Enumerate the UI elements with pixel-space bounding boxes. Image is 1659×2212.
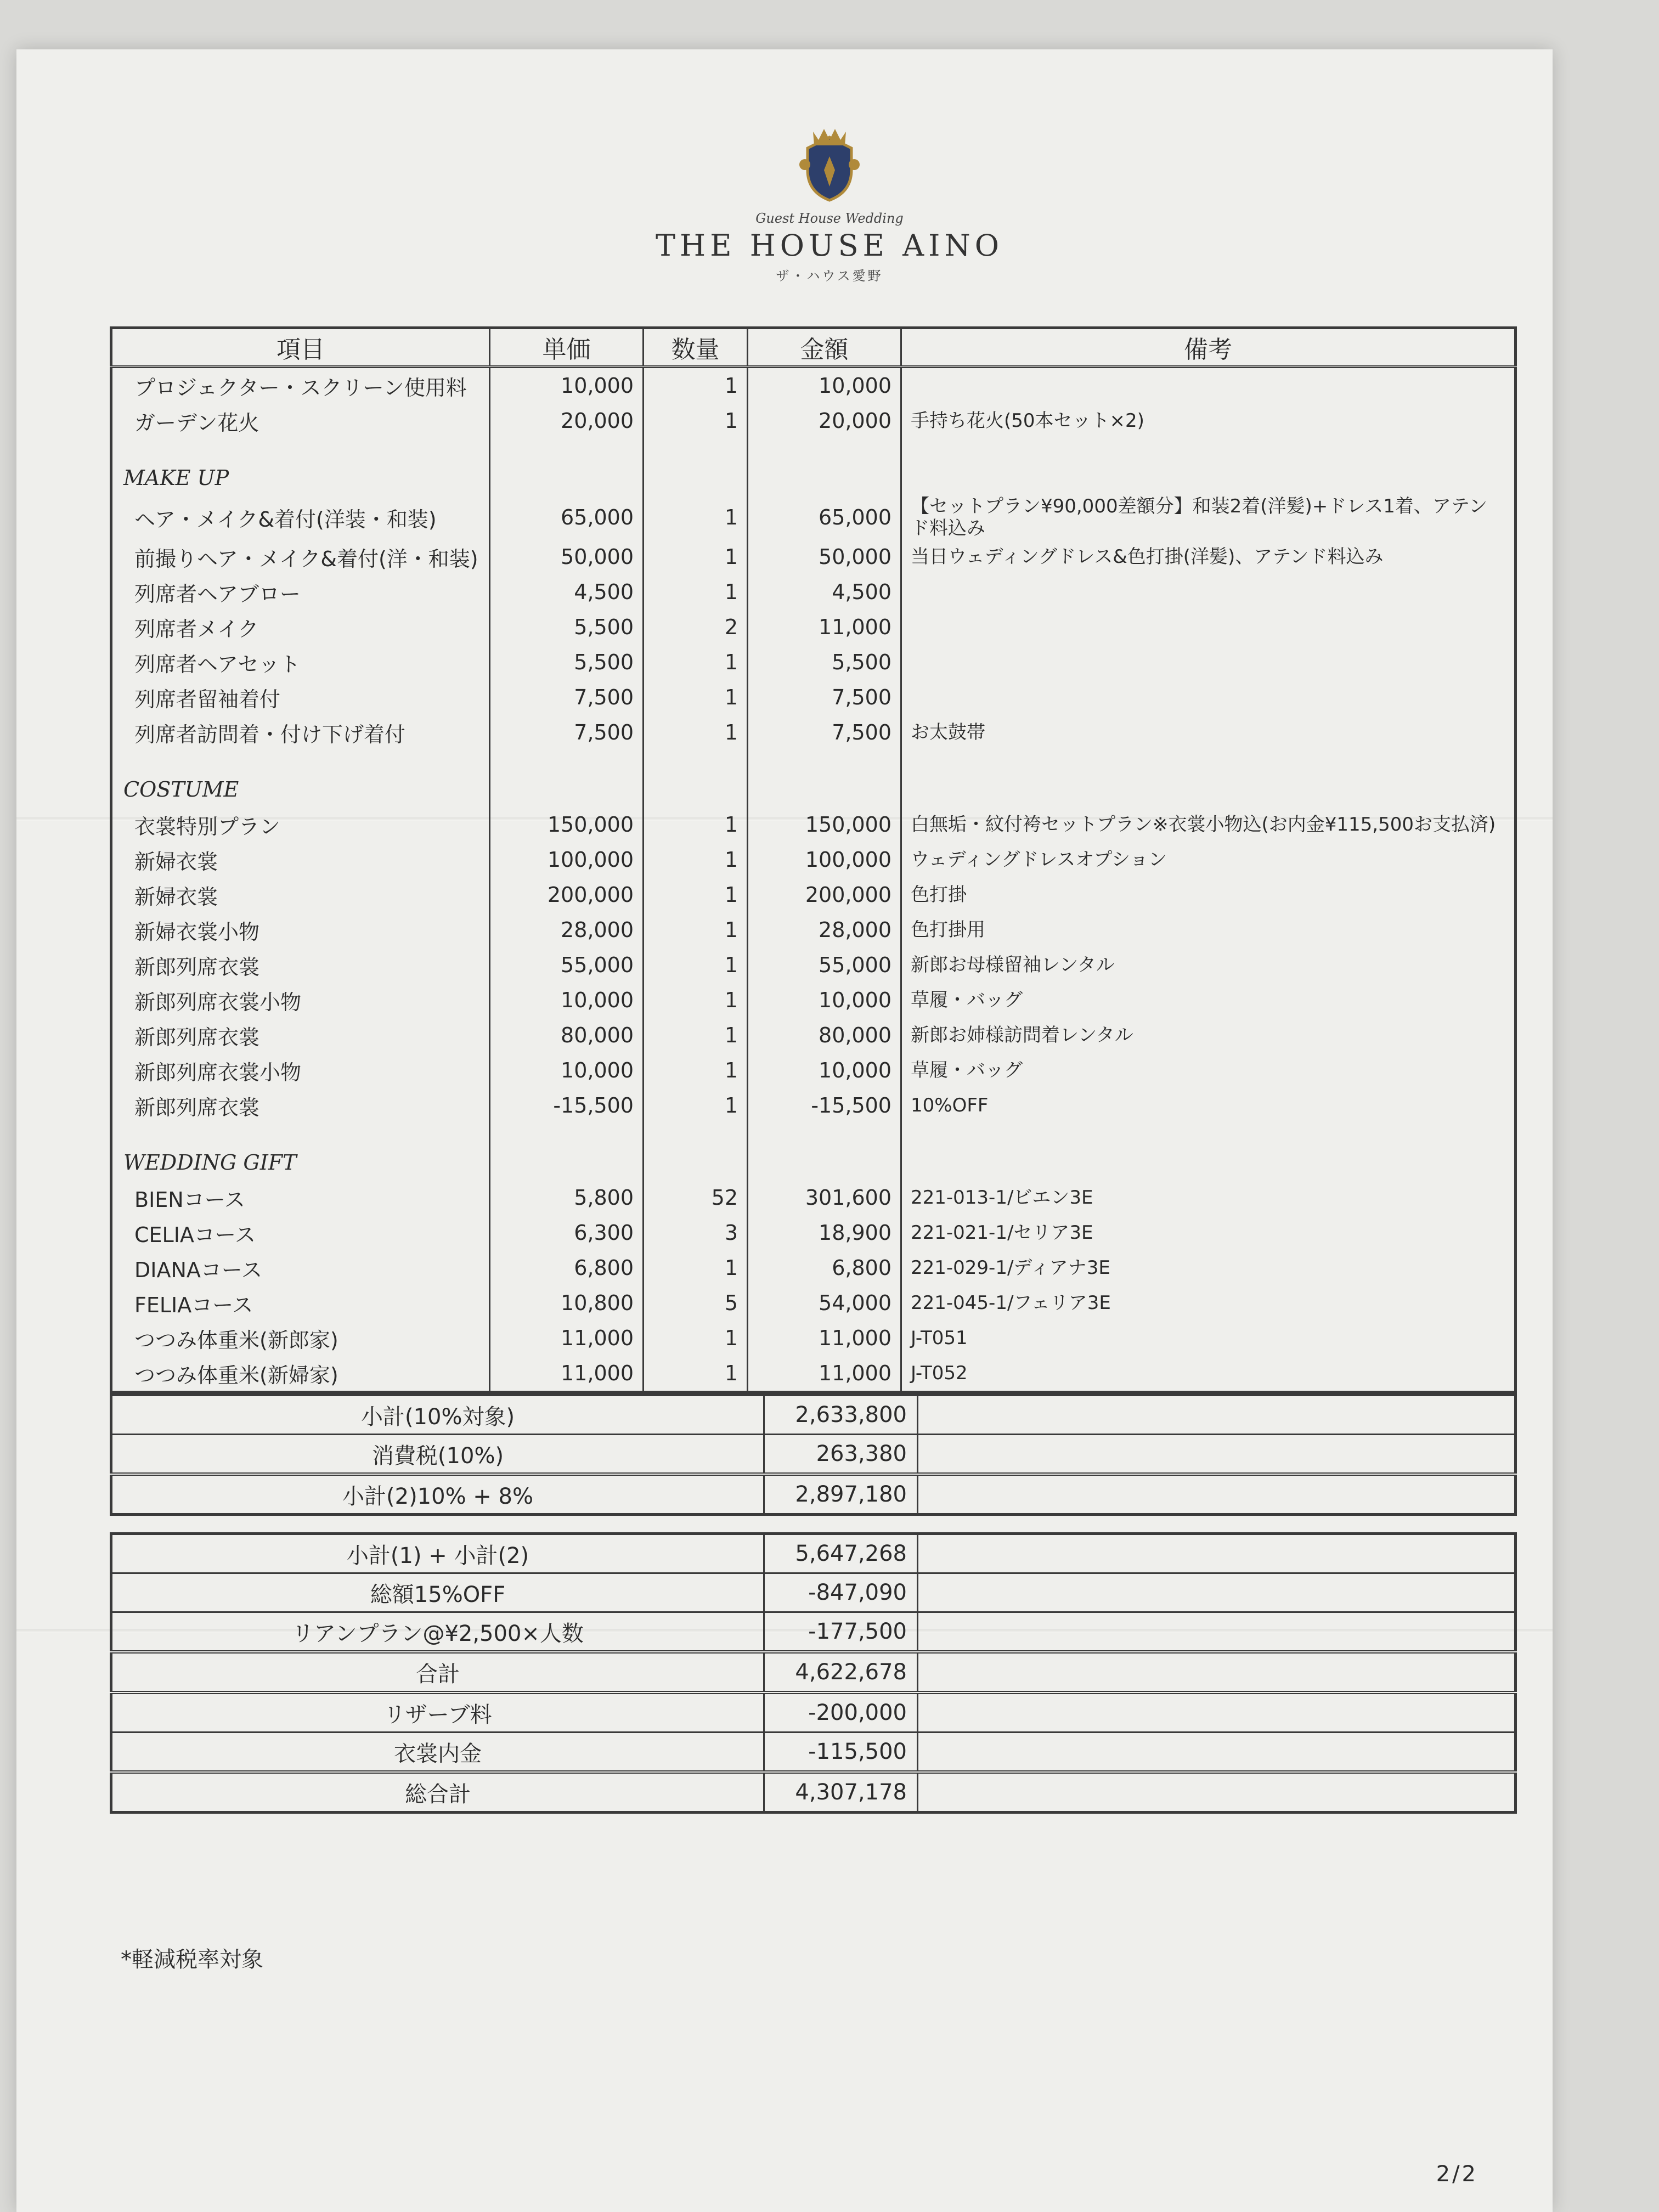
item-name-cell: 新郎列席衣裳小物 bbox=[111, 983, 490, 1018]
item-name-cell: 新郎列席衣裳小物 bbox=[111, 1053, 490, 1088]
quantity-cell bbox=[644, 772, 748, 807]
remarks-cell: 【セットプラン¥90,000差額分】和装2着(洋髪)+ドレス1着、アテンド料込み bbox=[911, 495, 1488, 539]
item-name-cell: CELIAコース bbox=[111, 1215, 490, 1250]
letterhead bbox=[0, 126, 1659, 284]
crest-logo-icon bbox=[797, 126, 862, 203]
remarks-cell: 221-021-1/セリア3E bbox=[911, 1222, 1093, 1244]
summary-label: 消費税(10%) bbox=[111, 1435, 764, 1475]
unit-price-cell: 200,000 bbox=[490, 877, 644, 912]
amount-cell: 10,000 bbox=[748, 983, 901, 1018]
summary-row bbox=[111, 1772, 1516, 1813]
quantity-cell: 1 bbox=[644, 947, 748, 983]
table-row bbox=[111, 1180, 1516, 1215]
brand-subtitle: Guest House Wedding bbox=[755, 211, 904, 226]
summary-value: -847,090 bbox=[764, 1573, 918, 1612]
amount-cell: 54,000 bbox=[748, 1285, 901, 1321]
unit-price-cell: 5,500 bbox=[490, 645, 644, 680]
summary-row bbox=[111, 1395, 1516, 1435]
item-name-cell: 前撮りヘア・メイク&着付(洋・和装) bbox=[111, 539, 490, 574]
amount-cell bbox=[748, 772, 901, 807]
amount-cell bbox=[748, 1123, 901, 1145]
item-name-cell: 新婦衣裳 bbox=[111, 842, 490, 877]
remarks-cell bbox=[901, 610, 1516, 645]
quantity-cell: 1 bbox=[644, 1356, 748, 1392]
unit-price-cell: 6,300 bbox=[490, 1215, 644, 1250]
item-name-cell: 列席者訪問着・付け下げ着付 bbox=[111, 715, 490, 750]
item-name-cell: BIENコース bbox=[111, 1180, 490, 1215]
unit-price-cell: 150,000 bbox=[490, 807, 644, 842]
table-row bbox=[111, 983, 1516, 1018]
summary-blank bbox=[918, 1772, 1516, 1813]
quantity-cell bbox=[644, 438, 748, 460]
summary-label: リザーブ料 bbox=[111, 1692, 764, 1733]
total-table bbox=[110, 1532, 1517, 1814]
table-row bbox=[111, 495, 1516, 539]
unit-price-cell: 7,500 bbox=[490, 715, 644, 750]
amount-cell: 200,000 bbox=[748, 877, 901, 912]
unit-price-cell: 55,000 bbox=[490, 947, 644, 983]
amount-cell: 65,000 bbox=[748, 495, 901, 539]
summary-label: 合計 bbox=[111, 1652, 764, 1692]
col-header-amount: 金額 bbox=[748, 328, 901, 367]
summary-blank bbox=[918, 1395, 1516, 1435]
unit-price-cell: 5,500 bbox=[490, 610, 644, 645]
item-name-cell bbox=[111, 1123, 490, 1145]
summary-blank bbox=[918, 1474, 1516, 1515]
summary-row bbox=[111, 1573, 1516, 1612]
item-name-cell: 新婦衣裳小物 bbox=[111, 912, 490, 947]
item-name-cell: WEDDING GIFT bbox=[111, 1145, 490, 1180]
quantity-cell: 1 bbox=[644, 877, 748, 912]
col-header-quantity: 数量 bbox=[644, 328, 748, 367]
summary-blank bbox=[918, 1612, 1516, 1652]
remarks-cell bbox=[901, 680, 1516, 715]
amount-cell: 150,000 bbox=[748, 807, 901, 842]
table-row bbox=[111, 807, 1516, 842]
table-row bbox=[111, 1053, 1516, 1088]
summary-value: 5,647,268 bbox=[764, 1534, 918, 1573]
summary-blank bbox=[918, 1652, 1516, 1692]
summary-blank bbox=[918, 1692, 1516, 1733]
summary-row bbox=[111, 1612, 1516, 1652]
amount-cell: 50,000 bbox=[748, 539, 901, 574]
summary-blank bbox=[918, 1435, 1516, 1475]
remarks-cell: 新郎お母様留袖レンタル bbox=[911, 954, 1115, 976]
amount-cell: 11,000 bbox=[748, 610, 901, 645]
unit-price-cell bbox=[490, 772, 644, 807]
item-name-cell: つつみ体重米(新郎家) bbox=[111, 1321, 490, 1356]
remarks-cell bbox=[901, 574, 1516, 610]
remarks-cell: 草履・バッグ bbox=[911, 989, 1023, 1011]
unit-price-cell: 5,800 bbox=[490, 1180, 644, 1215]
quantity-cell: 1 bbox=[644, 983, 748, 1018]
item-name-cell: 列席者メイク bbox=[111, 610, 490, 645]
remarks-cell bbox=[901, 1123, 1516, 1145]
subtotal-table bbox=[110, 1393, 1517, 1516]
summary-label: 総額15%OFF bbox=[111, 1573, 764, 1612]
amount-cell: 5,500 bbox=[748, 645, 901, 680]
amount-cell: 100,000 bbox=[748, 842, 901, 877]
quantity-cell bbox=[644, 1145, 748, 1180]
amount-cell: 11,000 bbox=[748, 1356, 901, 1392]
quantity-cell: 1 bbox=[644, 1018, 748, 1053]
summary-label: 小計(1) + 小計(2) bbox=[111, 1534, 764, 1573]
unit-price-cell: 6,800 bbox=[490, 1250, 644, 1285]
item-name-cell: COSTUME bbox=[111, 772, 490, 807]
summary-value: 4,622,678 bbox=[764, 1652, 918, 1692]
quantity-cell: 1 bbox=[644, 403, 748, 438]
amount-cell: 7,500 bbox=[748, 715, 901, 750]
total-body bbox=[111, 1534, 1516, 1813]
unit-price-cell: 11,000 bbox=[490, 1321, 644, 1356]
table-row bbox=[111, 1088, 1516, 1123]
col-header-item: 項目 bbox=[111, 328, 490, 367]
quantity-cell: 1 bbox=[644, 574, 748, 610]
table-row bbox=[111, 610, 1516, 645]
quantity-cell: 1 bbox=[644, 495, 748, 539]
table-row bbox=[111, 947, 1516, 983]
remarks-cell bbox=[901, 460, 1516, 495]
table-row bbox=[111, 715, 1516, 750]
quantity-cell: 1 bbox=[644, 1088, 748, 1123]
unit-price-cell: 10,000 bbox=[490, 983, 644, 1018]
amount-cell bbox=[748, 750, 901, 772]
summary-value: -115,500 bbox=[764, 1733, 918, 1773]
quantity-cell: 1 bbox=[644, 1250, 748, 1285]
amount-cell: 10,000 bbox=[748, 367, 901, 404]
col-header-remarks: 備考 bbox=[901, 328, 1516, 367]
items-body bbox=[111, 367, 1516, 1392]
unit-price-cell: 65,000 bbox=[490, 495, 644, 539]
col-header-unit-price: 単価 bbox=[490, 328, 644, 367]
summary-label: 総合計 bbox=[111, 1772, 764, 1813]
amount-cell: 80,000 bbox=[748, 1018, 901, 1053]
quantity-cell bbox=[644, 460, 748, 495]
table-row bbox=[111, 1250, 1516, 1285]
unit-price-cell bbox=[490, 750, 644, 772]
quantity-cell: 2 bbox=[644, 610, 748, 645]
item-name-cell: FELIAコース bbox=[111, 1285, 490, 1321]
summary-row bbox=[111, 1474, 1516, 1515]
summary-row bbox=[111, 1692, 1516, 1733]
quantity-cell: 1 bbox=[644, 539, 748, 574]
item-name-cell: 新郎列席衣裳 bbox=[111, 1018, 490, 1053]
remarks-cell: お太鼓帯 bbox=[911, 721, 985, 743]
item-name-cell: 列席者留袖着付 bbox=[111, 680, 490, 715]
amount-cell: -15,500 bbox=[748, 1088, 901, 1123]
section-row bbox=[111, 772, 1516, 807]
remarks-cell: 色打掛用 bbox=[911, 919, 985, 941]
table-row bbox=[111, 1018, 1516, 1053]
remarks-cell: 手持ち花火(50本セット×2) bbox=[911, 410, 1144, 432]
amount-cell: 28,000 bbox=[748, 912, 901, 947]
page-number: 2/2 bbox=[1436, 2162, 1478, 2187]
brand-title: THE HOUSE AINO bbox=[656, 228, 1003, 263]
amount-cell: 7,500 bbox=[748, 680, 901, 715]
quantity-cell: 1 bbox=[644, 645, 748, 680]
summary-value: 4,307,178 bbox=[764, 1772, 918, 1813]
amount-cell: 20,000 bbox=[748, 403, 901, 438]
summary-row bbox=[111, 1652, 1516, 1692]
amount-cell: 10,000 bbox=[748, 1053, 901, 1088]
remarks-cell: 当日ウェディングドレス&色打掛(洋髪)、アテンド料込み bbox=[911, 546, 1384, 568]
unit-price-cell: 10,800 bbox=[490, 1285, 644, 1321]
remarks-cell: 草履・バッグ bbox=[911, 1059, 1023, 1081]
amount-cell: 4,500 bbox=[748, 574, 901, 610]
quantity-cell bbox=[644, 1123, 748, 1145]
summary-label: リアンプラン@¥2,500×人数 bbox=[111, 1612, 764, 1652]
quantity-cell bbox=[644, 750, 748, 772]
summary-blank bbox=[918, 1534, 1516, 1573]
table-row bbox=[111, 912, 1516, 947]
table-row bbox=[111, 877, 1516, 912]
summary-label: 小計(10%対象) bbox=[111, 1395, 764, 1435]
summary-label: 小計(2)10% + 8% bbox=[111, 1474, 764, 1515]
amount-cell: 301,600 bbox=[748, 1180, 901, 1215]
item-name-cell: ガーデン花火 bbox=[111, 403, 490, 438]
table-row bbox=[111, 680, 1516, 715]
remarks-cell bbox=[901, 750, 1516, 772]
unit-price-cell: 10,000 bbox=[490, 367, 644, 404]
remarks-cell bbox=[901, 645, 1516, 680]
unit-price-cell bbox=[490, 438, 644, 460]
item-name-cell: 新婦衣裳 bbox=[111, 877, 490, 912]
item-name-cell: 新郎列席衣裳 bbox=[111, 947, 490, 983]
item-name-cell: 列席者ヘアセット bbox=[111, 645, 490, 680]
summary-row bbox=[111, 1534, 1516, 1573]
table-row bbox=[111, 1285, 1516, 1321]
unit-price-cell bbox=[490, 1123, 644, 1145]
summary-blank bbox=[918, 1733, 1516, 1773]
table-row bbox=[111, 1321, 1516, 1356]
quantity-cell: 1 bbox=[644, 367, 748, 404]
summary-value: 263,380 bbox=[764, 1435, 918, 1475]
unit-price-cell bbox=[490, 460, 644, 495]
table-row bbox=[111, 1215, 1516, 1250]
item-name-cell: つつみ体重米(新婦家) bbox=[111, 1356, 490, 1392]
remarks-cell bbox=[901, 438, 1516, 460]
item-name-cell: 列席者ヘアブロー bbox=[111, 574, 490, 610]
spacer-row bbox=[111, 438, 1516, 460]
summary-row bbox=[111, 1435, 1516, 1475]
remarks-cell: 白無垢・紋付袴セットプラン※衣裳小物込(お内金¥115,500お支払済) bbox=[911, 814, 1496, 836]
quantity-cell: 1 bbox=[644, 680, 748, 715]
items-table bbox=[110, 326, 1517, 1393]
remarks-cell: 221-045-1/フェリア3E bbox=[911, 1292, 1111, 1314]
table-row bbox=[111, 403, 1516, 438]
brand-kana: ザ・ハウス愛野 bbox=[776, 268, 883, 284]
quantity-cell: 5 bbox=[644, 1285, 748, 1321]
unit-price-cell: 7,500 bbox=[490, 680, 644, 715]
quantity-cell: 1 bbox=[644, 1321, 748, 1356]
table-row bbox=[111, 539, 1516, 574]
quantity-cell: 1 bbox=[644, 807, 748, 842]
unit-price-cell: -15,500 bbox=[490, 1088, 644, 1123]
amount-cell bbox=[748, 460, 901, 495]
item-name-cell bbox=[111, 438, 490, 460]
remarks-cell: ウェディングドレスオプション bbox=[911, 849, 1167, 871]
remarks-cell: 10%OFF bbox=[911, 1094, 989, 1116]
summary-value: 2,897,180 bbox=[764, 1474, 918, 1515]
remarks-cell: 色打掛 bbox=[911, 884, 967, 906]
summary-value: 2,633,800 bbox=[764, 1395, 918, 1435]
amount-cell: 11,000 bbox=[748, 1321, 901, 1356]
summary-row bbox=[111, 1733, 1516, 1773]
unit-price-cell: 20,000 bbox=[490, 403, 644, 438]
remarks-cell: 221-029-1/ディアナ3E bbox=[911, 1257, 1110, 1279]
remarks-cell: 新郎お姉様訪問着レンタル bbox=[911, 1024, 1133, 1046]
unit-price-cell: 100,000 bbox=[490, 842, 644, 877]
unit-price-cell: 50,000 bbox=[490, 539, 644, 574]
table-row bbox=[111, 645, 1516, 680]
spacer-row bbox=[111, 1123, 1516, 1145]
unit-price-cell: 28,000 bbox=[490, 912, 644, 947]
footnote: *軽減税率対象 bbox=[121, 1947, 263, 1972]
unit-price-cell bbox=[490, 1145, 644, 1180]
table-row bbox=[111, 367, 1516, 404]
estimate-sheet bbox=[110, 326, 1514, 1814]
summary-value: -177,500 bbox=[764, 1612, 918, 1652]
unit-price-cell: 11,000 bbox=[490, 1356, 644, 1392]
quantity-cell: 1 bbox=[644, 912, 748, 947]
amount-cell: 55,000 bbox=[748, 947, 901, 983]
remarks-cell: J-T051 bbox=[911, 1327, 968, 1349]
quantity-cell: 52 bbox=[644, 1180, 748, 1215]
amount-cell bbox=[748, 438, 901, 460]
summary-label: 衣裳内金 bbox=[111, 1733, 764, 1773]
item-name-cell: DIANAコース bbox=[111, 1250, 490, 1285]
unit-price-cell: 80,000 bbox=[490, 1018, 644, 1053]
summary-value: -200,000 bbox=[764, 1692, 918, 1733]
remarks-cell bbox=[901, 367, 1516, 404]
remarks-cell bbox=[901, 772, 1516, 807]
unit-price-cell: 4,500 bbox=[490, 574, 644, 610]
summary-blank bbox=[918, 1573, 1516, 1612]
remarks-cell bbox=[901, 1145, 1516, 1180]
table-row bbox=[111, 574, 1516, 610]
amount-cell: 6,800 bbox=[748, 1250, 901, 1285]
quantity-cell: 1 bbox=[644, 715, 748, 750]
item-name-cell: プロジェクター・スクリーン使用料 bbox=[111, 367, 490, 404]
quantity-cell: 1 bbox=[644, 1053, 748, 1088]
remarks-cell: 221-013-1/ビエン3E bbox=[911, 1187, 1093, 1209]
amount-cell: 18,900 bbox=[748, 1215, 901, 1250]
table-row bbox=[111, 1356, 1516, 1392]
section-row bbox=[111, 1145, 1516, 1180]
remarks-cell: J-T052 bbox=[911, 1362, 968, 1384]
item-name-cell: MAKE UP bbox=[111, 460, 490, 495]
table-row bbox=[111, 842, 1516, 877]
section-row bbox=[111, 460, 1516, 495]
table-header-row bbox=[111, 328, 1516, 367]
spacer-row bbox=[111, 750, 1516, 772]
item-name-cell: 衣裳特別プラン bbox=[111, 807, 490, 842]
amount-cell bbox=[748, 1145, 901, 1180]
item-name-cell bbox=[111, 750, 490, 772]
quantity-cell: 3 bbox=[644, 1215, 748, 1250]
subtotal-body bbox=[111, 1395, 1516, 1515]
quantity-cell: 1 bbox=[644, 842, 748, 877]
item-name-cell: ヘア・メイク&着付(洋装・和装) bbox=[111, 495, 490, 539]
item-name-cell: 新郎列席衣裳 bbox=[111, 1088, 490, 1123]
unit-price-cell: 10,000 bbox=[490, 1053, 644, 1088]
